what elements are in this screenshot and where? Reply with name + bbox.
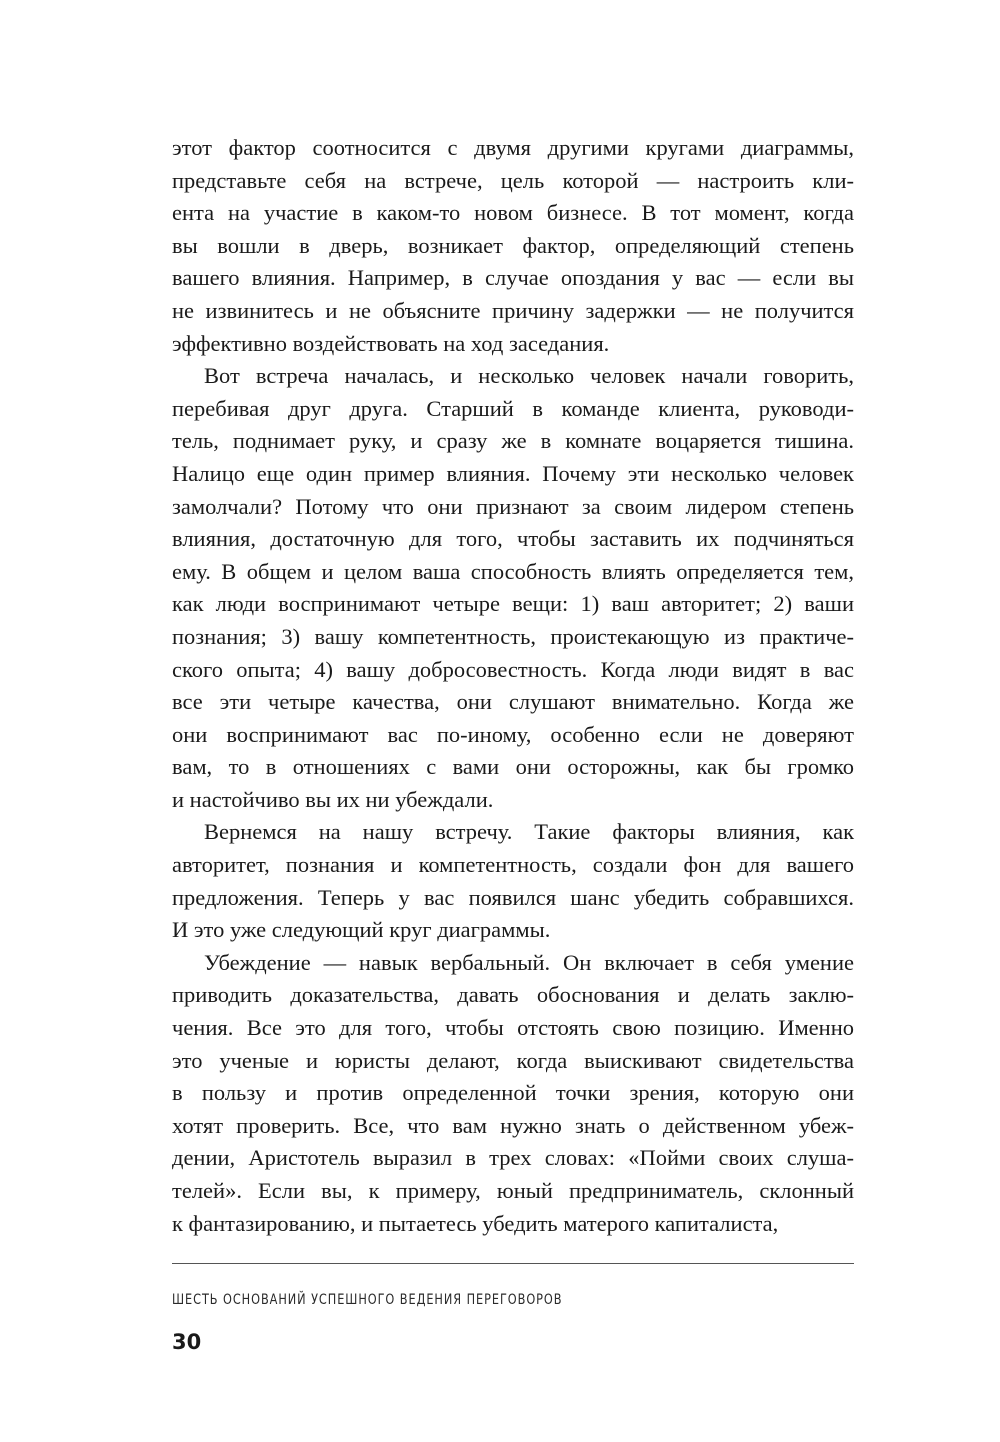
text-line: тель, поднимает руку, и сразу же в комнате воцаряется тишина. xyxy=(172,428,854,454)
text-line: не извинитесь и не объясните причину задержки — не получится xyxy=(172,297,854,323)
page-number: 30 xyxy=(172,1330,202,1354)
paragraph xyxy=(172,132,854,360)
text-line: предложения. Теперь у вас появился шанс убедить собравшихся. xyxy=(172,884,854,910)
text-line: И это уже следующий круг диаграммы. xyxy=(172,917,551,943)
body-text xyxy=(172,132,854,1240)
paragraph xyxy=(172,947,854,1240)
text-line: замолчали? Потому что они признают за своим лидером степень xyxy=(172,493,854,519)
text-line: в пользу и против определенной точки зрения, которую они xyxy=(172,1080,854,1106)
text-line: Убеждение — навык вербальный. Он включает в себя умение xyxy=(204,949,854,975)
text-line: чения. Все это для того, чтобы отстоять свою позицию. Именно xyxy=(172,1015,854,1041)
text-line: как люди воспринимают четыре вещи: 1) ваш авторитет; 2) ваши xyxy=(172,591,854,617)
text-line: перебивая друг друга. Старший в команде клиента, руководи- xyxy=(172,395,854,421)
footer-rule xyxy=(172,1263,854,1264)
text-line: они воспринимают вас по-иному, особенно если не доверяют xyxy=(172,721,854,747)
text-line: авторитет, познания и компетентность, создали фон для вашего xyxy=(172,852,854,878)
text-line: и настойчиво вы их ни убеждали. xyxy=(172,786,494,812)
text-line: Налицо еще один пример влияния. Почему эти несколько человек xyxy=(172,460,854,486)
text-line: все эти четыре качества, они слушают внимательно. Когда же xyxy=(172,689,854,715)
text-line: хотят проверить. Все, что вам нужно знать о действенном убеж- xyxy=(172,1112,854,1138)
text-line: приводить доказательства, давать обоснования и делать заклю- xyxy=(172,982,854,1008)
text-line: эффективно воздействовать на ход заседания. xyxy=(172,330,610,356)
text-line: ему. В общем и целом ваша способность влиять определяется тем, xyxy=(172,558,854,584)
text-line: Вернемся на нашу встречу. Такие факторы влияния, как xyxy=(204,819,854,845)
text-line: ского опыта; 4) вашу добросовестность. Когда люди видят в вас xyxy=(172,656,854,682)
text-line: дении, Аристотель выразил в трех словах: «Пойми своих слуша- xyxy=(172,1145,854,1171)
text-line: это ученые и юристы делают, когда выискивают свидетельства xyxy=(172,1047,854,1073)
text-line: познания; 3) вашу компетентность, проистекающую из практиче- xyxy=(172,623,854,649)
text-line: телей». Если вы, к примеру, юный предприниматель, склонный xyxy=(172,1178,854,1203)
text-line: к фантазированию, и пытаетесь убедить матерого капиталиста, xyxy=(172,1210,779,1236)
paragraph xyxy=(172,816,854,946)
paragraph xyxy=(172,360,854,816)
running-head: ШЕСТЬ ОСНОВАНИЙ УСПЕШНОГО ВЕДЕНИЯ ПЕРЕГОВОРОВ xyxy=(172,1292,563,1308)
text-line: вы вошли в дверь, возникает фактор, определяющий степень xyxy=(172,232,854,258)
text-line: влияния, достаточную для того, чтобы заставить их подчиняться xyxy=(172,526,854,552)
text-line: представьте себя на встрече, цель которой — настроить кли- xyxy=(172,167,854,193)
text-line: ента на участие в каком-то новом бизнесе. В тот момент, когда xyxy=(172,200,854,226)
text-line: Вот встреча началась, и несколько человек начали говорить, xyxy=(204,363,854,389)
text-line: вашего влияния. Например, в случае опоздания у вас — если вы xyxy=(172,265,854,291)
text-line: вам, то в отношениях с вами они осторожны, как бы громко xyxy=(172,754,854,780)
text-line: этот фактор соотносится с двумя другими кругами диаграммы, xyxy=(172,135,854,160)
